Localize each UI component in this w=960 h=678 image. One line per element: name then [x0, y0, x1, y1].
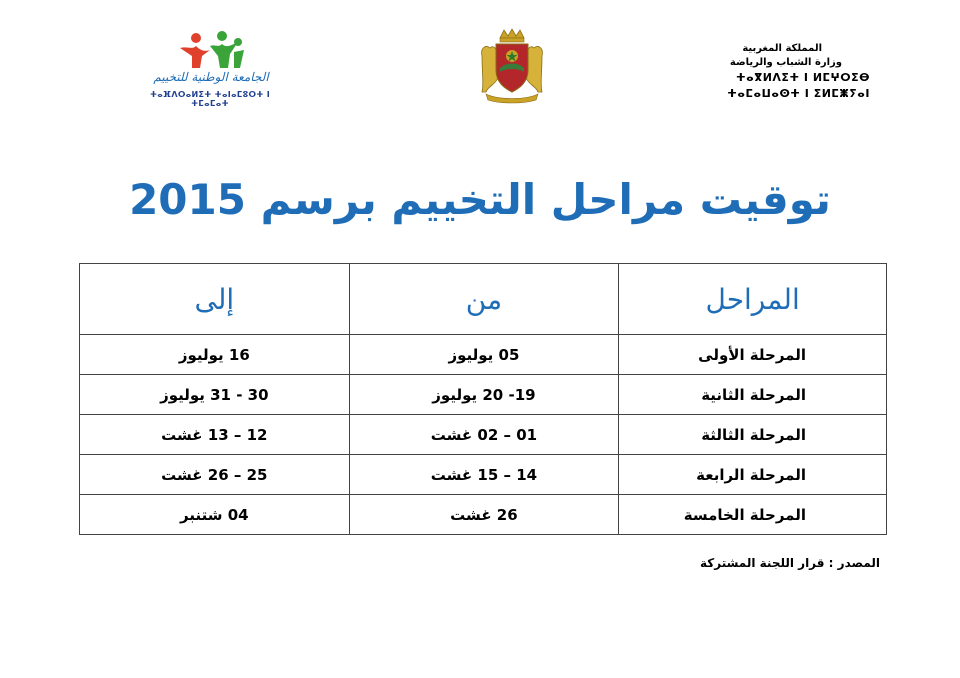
phases-table — [79, 263, 887, 535]
to-cell: 30 - 31 يوليوز — [80, 375, 350, 415]
table-row — [80, 495, 887, 535]
table-header-row — [80, 264, 887, 335]
to-cell: 25 – 26 غشت — [80, 455, 350, 495]
table-row — [80, 375, 887, 415]
table-row — [80, 335, 887, 375]
header-phases: المراحل — [619, 264, 887, 335]
fnc-logo — [130, 28, 290, 106]
from-cell: 05 يوليوز — [349, 335, 619, 375]
ministry-tifinagh-label: ⵜⴰⴳⵍⴷⵉⵜ ⵏ ⵍⵎⵖⵔⵉⴱ ⵜⴰⵎⴰⵡⴰⵙⵜ ⵏ ⵉⵍⵎⵥⵢⴰⵏ — [727, 71, 870, 100]
to-cell: 12 – 13 غشت — [80, 415, 350, 455]
table-row — [80, 455, 887, 495]
phase-cell: المرحلة الثالثة — [619, 415, 887, 455]
ministry-header — [672, 42, 872, 102]
page-title: توقيت مراحل التخييم برسم 2015 — [129, 175, 831, 224]
header-from: من — [349, 264, 619, 335]
from-cell: 01 – 02 غشت — [349, 415, 619, 455]
from-cell: 14 – 15 غشت — [349, 455, 619, 495]
to-cell: 16 يوليوز — [80, 335, 350, 375]
to-cell: 04 شتنبر — [80, 495, 350, 535]
moroccan-coat-of-arms-icon — [478, 28, 546, 104]
phase-cell: المرحلة الخامسة — [619, 495, 887, 535]
kingdom-label: المملكة المغربية — [742, 43, 822, 54]
phase-cell: المرحلة الرابعة — [619, 455, 887, 495]
fnc-logo-name: الجامعة الوطنية للتخييم — [153, 70, 269, 84]
header-to: إلى — [80, 264, 350, 335]
phase-cell: المرحلة الأولى — [619, 335, 887, 375]
table-row — [80, 415, 887, 455]
from-cell: 26 غشت — [349, 495, 619, 535]
from-cell: 19- 20 يوليوز — [349, 375, 619, 415]
source-note: المصدر : قرار اللجنة المشتركة — [699, 556, 880, 570]
fnc-logo-tifinagh: ⵜⴰⴼⴷⵔⴰⵍⵉⵜ ⵜⴰⵏⴰⵎⵓⵔⵜ ⵏ ⵜⵎⴰⵎⴰⵜ — [149, 90, 270, 108]
ministry-label: وزارة الشباب والرياضة — [729, 57, 842, 68]
phase-cell: المرحلة الثانية — [619, 375, 887, 415]
campers-figures-icon — [130, 28, 290, 72]
